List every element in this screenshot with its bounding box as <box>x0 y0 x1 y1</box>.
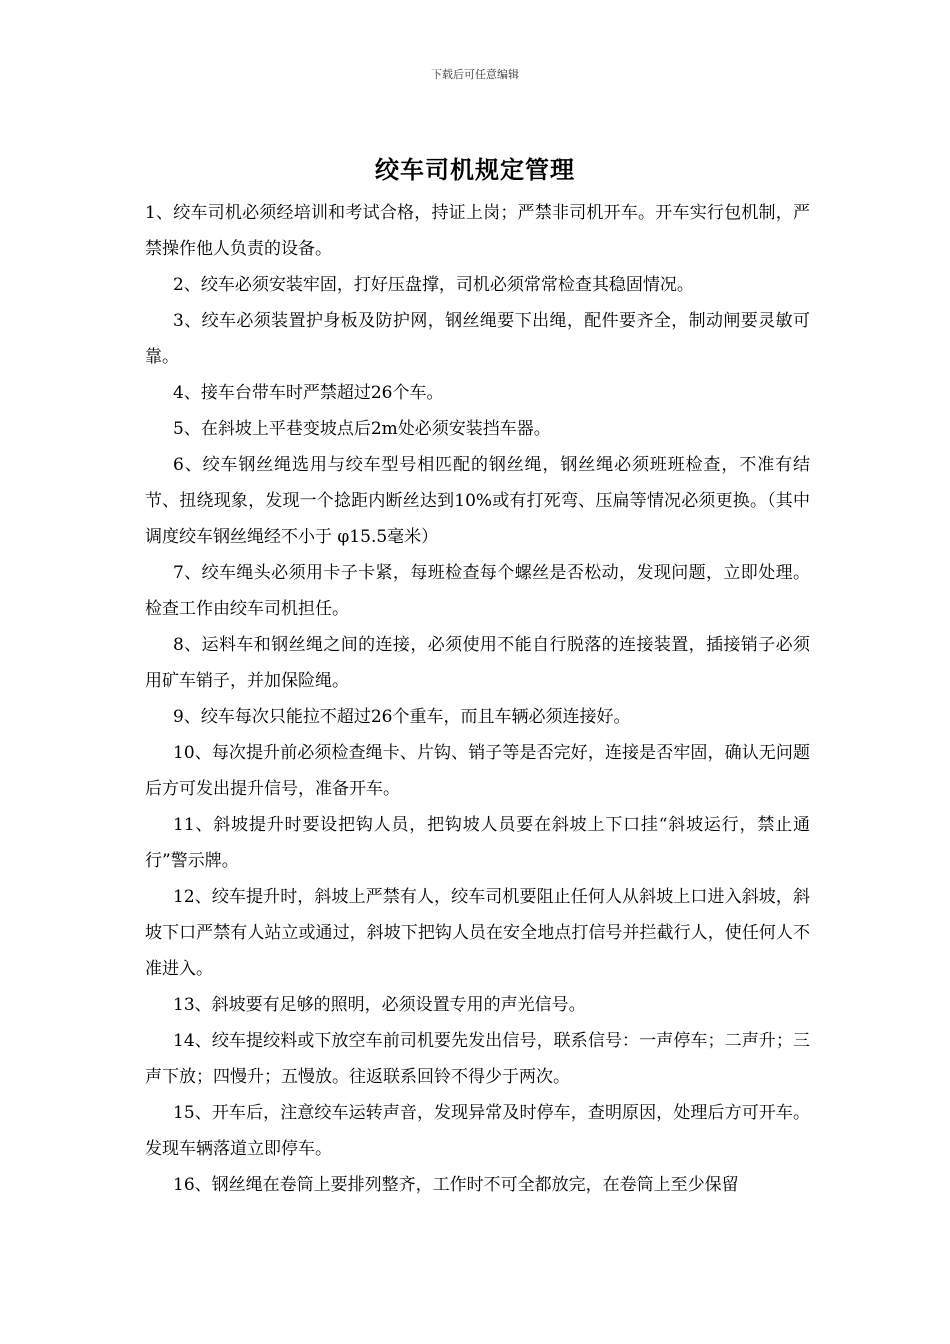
paragraph: 8、运料车和钢丝绳之间的连接，必须使用不能自行脱落的连接装置，插接销子必须用矿车销子，并加保险绳。 <box>145 635 810 691</box>
paragraph: 10、每次提升前必须检查绳卡、片钩、销子等是否完好，连接是否牢固，确认无问题后方可发出提升信号，准备开车。 <box>145 743 810 799</box>
paragraph: 1、绞车司机必须经培训和考试合格，持证上岗；严禁非司机开车。开车实行包机制，严禁操作他人负责的设备。 <box>145 203 810 259</box>
paragraph: 5、在斜坡上平巷变坡点后2m处必须安装挡车器。 <box>173 419 551 439</box>
page-header: 下载后可任意编辑 <box>431 68 519 81</box>
paragraph: 6、绞车钢丝绳选用与绞车型号相匹配的钢丝绳，钢丝绳必须班班检查，不准有结节、扭绕现象，发现一个捻距内断丝达到10%或有打死弯、压扁等情况必须更换。（其中调度绞车钢丝绳经不小于 φ15.5毫米） <box>145 455 810 547</box>
paragraph: 4、接车台带车时严禁超过26个车。 <box>173 383 444 403</box>
paragraph: 15、开车后，注意绞车运转声音，发现异常及时停车，查明原因，处理后方可开车。发现车辆落道立即停车。 <box>145 1103 810 1159</box>
paragraph: 3、绞车必须装置护身板及防护网，钢丝绳要下出绳，配件要齐全，制动闸要灵敏可靠。 <box>145 311 810 367</box>
document-title: 绞车司机规定管理 <box>375 156 575 184</box>
document-body <box>145 195 810 1203</box>
paragraph: 14、绞车提绞料或下放空车前司机要先发出信号，联系信号：一声停车；二声升；三声下放；四慢升；五慢放。往返联系回铃不得少于两次。 <box>145 1031 810 1087</box>
paragraph: 9、绞车每次只能拉不超过26个重车，而且车辆必须连接好。 <box>173 707 631 727</box>
paragraph: 7、绞车绳头必须用卡子卡紧，每班检查每个螺丝是否松动，发现问题，立即处理。检查工作由绞车司机担任。 <box>145 563 810 619</box>
paragraph: 11、斜坡提升时要设把钩人员，把钩坡人员要在斜坡上下口挂“斜坡运行，禁止通行”警示牌。 <box>145 815 810 871</box>
paragraph: 13、斜坡要有足够的照明，必须设置专用的声光信号。 <box>173 995 586 1015</box>
paragraph: 2、绞车必须安装牢固，打好压盘撑，司机必须常常检查其稳固情况。 <box>173 275 694 295</box>
paragraph: 12、绞车提升时，斜坡上严禁有人，绞车司机要阻止任何人从斜坡上口进入斜坡，斜坡下口严禁有人站立或通过，斜坡下把钩人员在安全地点打信号并拦截行人，使任何人不准进入。 <box>145 887 810 979</box>
paragraph: 16、钢丝绳在卷筒上要排列整齐，工作时不可全都放完，在卷筒上至少保留 <box>173 1175 739 1195</box>
